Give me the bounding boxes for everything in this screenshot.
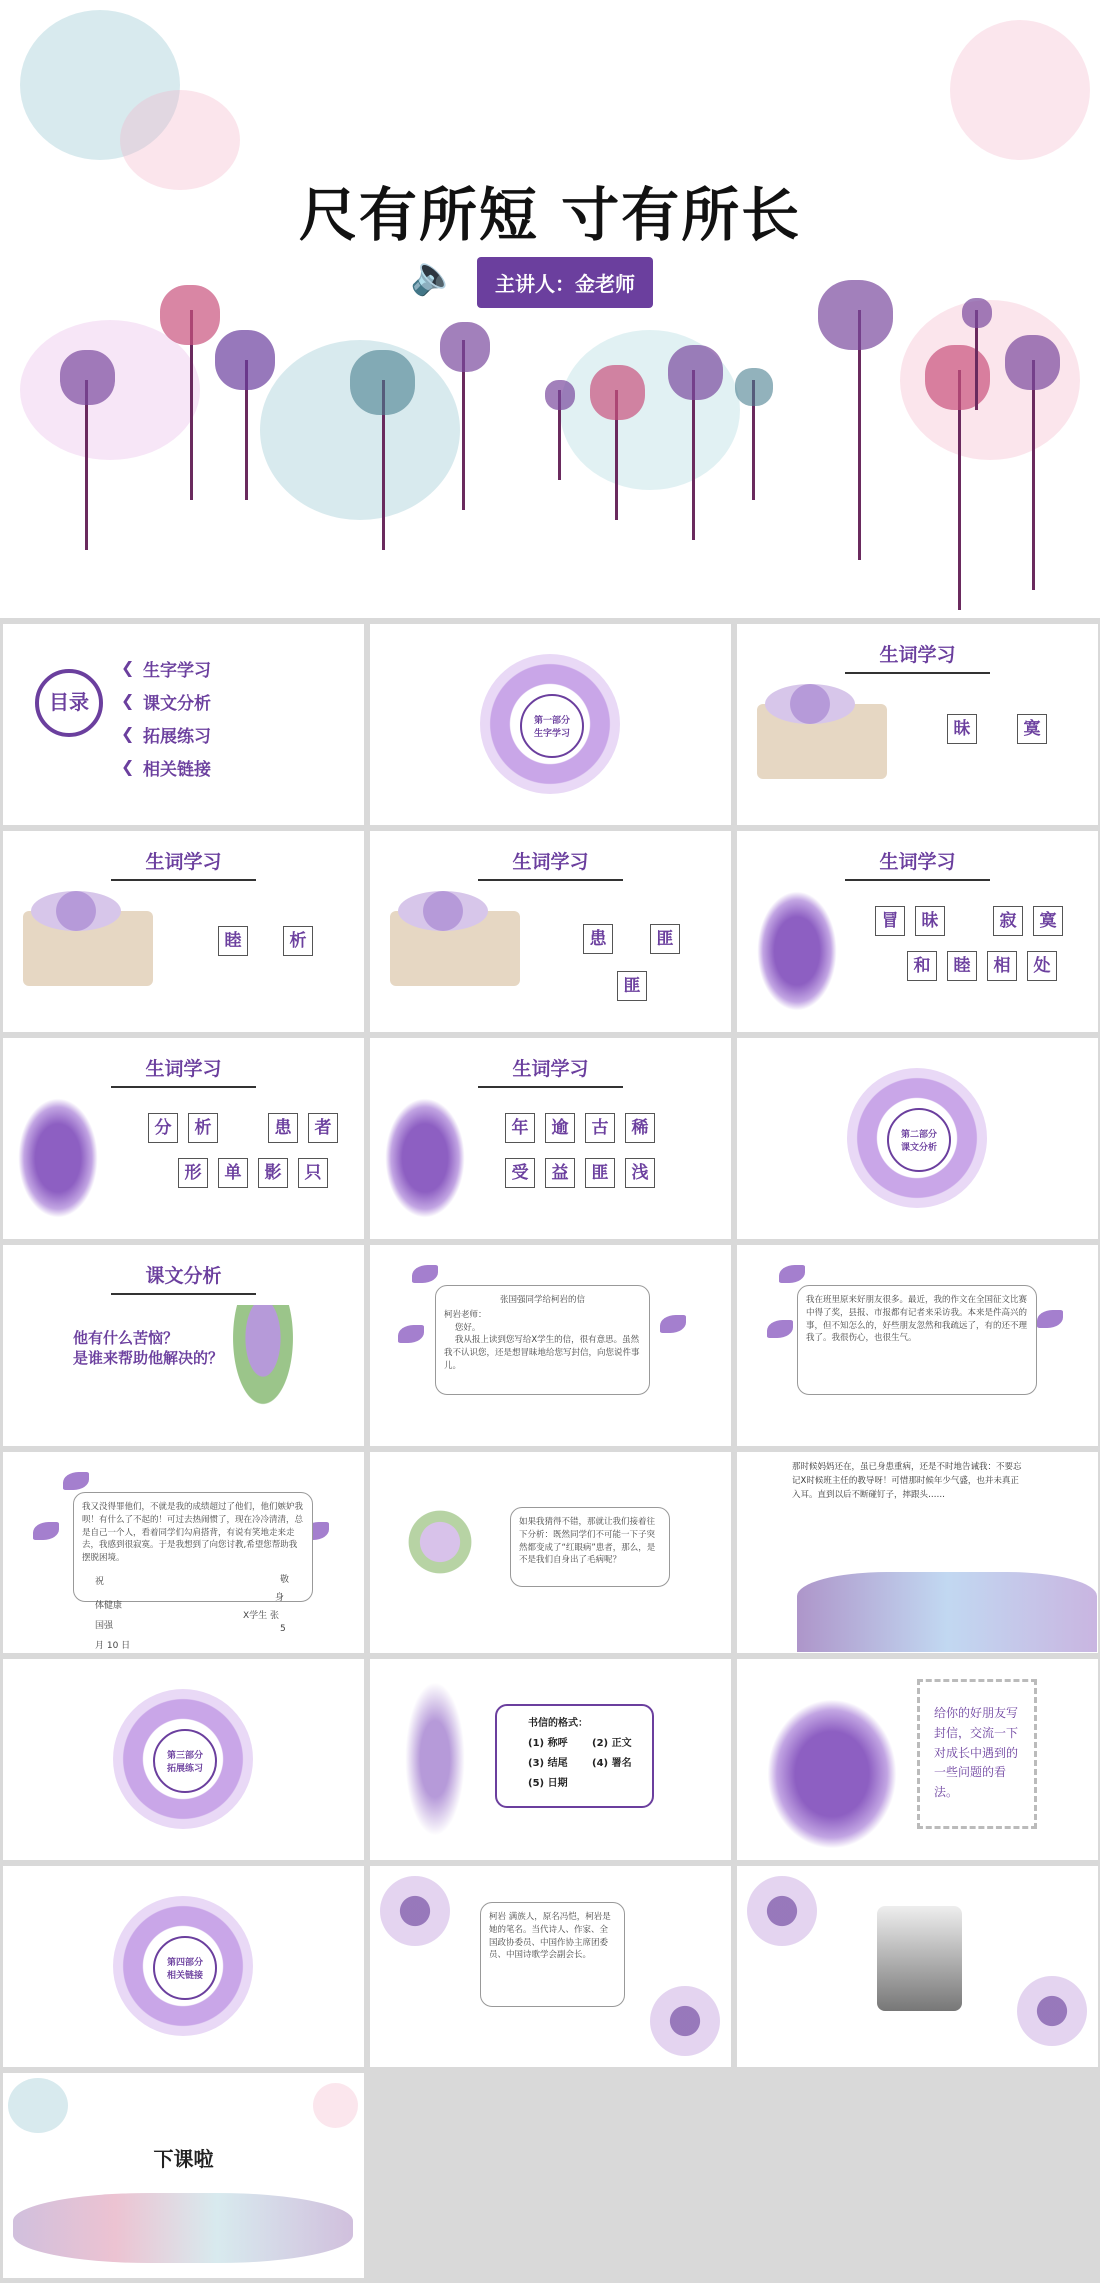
slide-letter-3[interactable] — [3, 1452, 364, 1653]
vocab-char: 影 — [258, 1158, 288, 1188]
format-item: (5) 日期 — [528, 1778, 568, 1789]
slide-vocab-8[interactable] — [370, 1038, 731, 1239]
slide-heading: 生词学习 — [145, 851, 222, 873]
slide-heading: 课文分析 — [145, 1265, 222, 1287]
letter-body: 我又没得罪他们，不就是我的成绩超过了他们，他们嫉妒我呗！有什么了不起的！可过去热闹惯了，现在冷冷清清，总是自己一个人，看着同学们勾肩搭背，有说有笑地走来走去，我感到很寂寞。于是我想到了向您讨教,希望您帮助我摆脱困境。 — [82, 1502, 304, 1563]
flower-stem — [1032, 360, 1035, 590]
flower-head — [1005, 335, 1060, 390]
ballerina-image — [757, 891, 837, 1011]
letter-sign: 体健康 — [95, 1601, 123, 1611]
vocab-char: 古 — [585, 1113, 615, 1143]
slide-analysis-2[interactable] — [370, 1452, 731, 1653]
letter-title: 张国强同学给柯岩的信 — [499, 1295, 585, 1305]
stamp-card: 给你的好朋友写封信，交流一下对成长中遇到的一些问题的看法。 — [917, 1679, 1037, 1829]
petal-decor — [767, 1320, 793, 1338]
vocab-char: 年 — [505, 1113, 535, 1143]
watercolor-blob — [313, 2083, 358, 2128]
butterfly-wreath — [113, 1896, 253, 2036]
vocab-char: 只 — [298, 1158, 328, 1188]
flower-head — [440, 322, 490, 372]
vocab-char: 冒 — [875, 906, 905, 936]
slide-analysis[interactable] — [3, 1245, 364, 1446]
flower-head — [818, 280, 893, 350]
format-item: (2) 正文 — [592, 1738, 632, 1749]
butterfly-wreath — [113, 1689, 253, 1829]
flower-head — [215, 330, 275, 390]
toc-item[interactable]: 生字学习 — [143, 661, 211, 681]
section-label: 第三部分 拓展练习 — [153, 1729, 217, 1793]
heading-divider — [845, 672, 989, 674]
format-item: (3) 结尾 — [528, 1758, 568, 1769]
vocab-char: 睦 — [947, 951, 977, 981]
ballerina-image — [18, 1098, 98, 1218]
format-item: (1) 称呼 — [528, 1738, 568, 1749]
pin-icon: ❮ — [121, 757, 135, 776]
letter-sign: X学生 张 — [243, 1611, 280, 1621]
letter-sign: 月 10 日 — [95, 1641, 131, 1651]
slide-part2[interactable] — [737, 1038, 1098, 1239]
peony-image — [380, 1876, 450, 1946]
flower-row-image — [13, 2193, 353, 2263]
flower-head — [668, 345, 723, 400]
slide-vocab-6[interactable] — [737, 831, 1098, 1032]
question-1: 他有什么苦恼？ — [73, 1329, 179, 1347]
letter-sign: 5 — [280, 1624, 286, 1634]
vocab-char: 匪 — [617, 971, 647, 1001]
vocab-char: 寞 — [1017, 714, 1047, 744]
letter-sign: 国强 — [95, 1621, 114, 1631]
flower-stem — [85, 380, 88, 550]
slide-heading: 生词学习 — [879, 644, 956, 666]
slide-heading: 生词学习 — [145, 1058, 222, 1080]
section-label: 第四部分 相关链接 — [153, 1936, 217, 2000]
toc-item[interactable]: 相关链接 — [143, 760, 211, 780]
vocab-char: 处 — [1027, 951, 1057, 981]
slide-heading: 生词学习 — [512, 851, 589, 873]
flower-head — [350, 350, 415, 415]
lavender-image — [398, 891, 488, 931]
slide-letter-2[interactable] — [737, 1245, 1098, 1446]
letter-card — [73, 1492, 313, 1602]
peony-image — [1017, 1976, 1087, 2046]
letter-card: 我在班里原来好朋友很多。最近，我的作文在全国征文比赛中得了奖，县报、市报都有记者来采访我。本来是件高兴的事，但不知怎么的，好些朋友忽然和我疏远了，有的还不理我了。我很伤心，也很生气。 — [797, 1285, 1037, 1395]
heading-divider — [111, 1293, 255, 1295]
vocab-char: 匪 — [585, 1158, 615, 1188]
presenter-badge: 主讲人：金老师 — [477, 257, 653, 308]
speaker-icon[interactable]: 🔈 — [410, 253, 458, 297]
flower-head — [735, 368, 773, 406]
vocab-char: 寂 — [993, 906, 1023, 936]
slide-title: 尺有所短 寸有所长 — [298, 181, 802, 249]
petal-decor — [398, 1325, 424, 1343]
flower-head — [60, 350, 115, 405]
slide-assignment[interactable] — [737, 1659, 1098, 1860]
vocab-char: 匪 — [650, 924, 680, 954]
lavender-branch-image — [400, 1669, 470, 1849]
format-title: 书信的格式： — [528, 1718, 588, 1729]
vocab-char: 昧 — [915, 906, 945, 936]
ballerina-image — [385, 1098, 465, 1218]
vocab-char: 单 — [218, 1158, 248, 1188]
pin-icon: ❮ — [121, 691, 135, 710]
lavender-image — [228, 1305, 298, 1415]
slide-vocab-3[interactable] — [737, 624, 1098, 825]
slide-toc[interactable] — [3, 624, 364, 825]
toc-item[interactable]: 课文分析 — [143, 694, 211, 714]
slide-memory[interactable] — [737, 1452, 1098, 1653]
butterfly-wreath — [480, 654, 620, 794]
toc-item[interactable]: 拓展练习 — [143, 727, 211, 747]
slide-part3[interactable] — [3, 1659, 364, 1860]
lavender-image — [31, 891, 121, 931]
slide-portrait[interactable] — [737, 1866, 1098, 2067]
vocab-char: 分 — [148, 1113, 178, 1143]
heading-divider — [478, 879, 622, 881]
slide-bio[interactable] — [370, 1866, 731, 2067]
butterfly-wreath — [847, 1068, 987, 1208]
pin-icon: ❮ — [121, 658, 135, 677]
heading-divider — [845, 879, 989, 881]
slide-heading: 生词学习 — [512, 1058, 589, 1080]
vocab-char: 患 — [583, 924, 613, 954]
slide-vocab-4[interactable] — [3, 831, 364, 1032]
petal-decor — [412, 1265, 438, 1283]
vocab-char: 相 — [987, 951, 1017, 981]
flower-head — [590, 365, 645, 420]
format-item: (4) 署名 — [592, 1758, 632, 1769]
end-title: 下课啦 — [153, 2147, 214, 2171]
flower-head — [925, 345, 990, 410]
section-label: 第二部分 课文分析 — [887, 1108, 951, 1172]
lavender-image — [765, 684, 855, 724]
slide-vocab-5[interactable] — [370, 831, 731, 1032]
text-card: 如果我猜得不错，那就让我们接着往下分析：既然同学们不可能一下子突然都变成了“红眼病”患者，那么，是不是我们自身出了毛病呢？ — [510, 1507, 670, 1587]
letter-card — [435, 1285, 650, 1395]
vocab-char: 受 — [505, 1158, 535, 1188]
vocab-char: 患 — [268, 1113, 298, 1143]
vocab-char: 析 — [188, 1113, 218, 1143]
vocab-char: 形 — [178, 1158, 208, 1188]
flower-head — [962, 298, 992, 328]
flower-head — [545, 380, 575, 410]
letter-sign: 祝 — [95, 1577, 105, 1587]
vocab-char: 逾 — [545, 1113, 575, 1143]
slide-part1[interactable] — [370, 624, 731, 825]
letter-sign: 敬 — [280, 1575, 290, 1585]
vocab-char: 睦 — [218, 926, 248, 956]
slide-part4[interactable] — [3, 1866, 364, 2067]
bio-card: 柯岩 满族人，原名冯恺，柯岩是她的笔名。当代诗人、作家、全国政协委员、中国作协主席团委员、中国诗歌学会副会长。 — [480, 1902, 625, 2007]
heading-divider — [111, 1086, 255, 1088]
violet-flowers-image — [797, 1572, 1097, 1652]
flower-head — [160, 285, 220, 345]
author-photo — [877, 1906, 962, 2011]
vocab-char: 寞 — [1033, 906, 1063, 936]
petal-decor — [779, 1265, 805, 1283]
petal-decor — [660, 1315, 686, 1333]
heading-divider — [111, 879, 255, 881]
slide-vocab-7[interactable] — [3, 1038, 364, 1239]
vocab-char: 浅 — [625, 1158, 655, 1188]
question-2: 是谁来帮助他解决的？ — [73, 1349, 224, 1367]
slide-cover[interactable] — [0, 0, 1100, 618]
peony-image — [650, 1986, 720, 2056]
slide-heading: 生词学习 — [879, 851, 956, 873]
watercolor-blob — [950, 20, 1090, 160]
vocab-char: 析 — [283, 926, 313, 956]
petal-decor — [63, 1472, 89, 1490]
ballerina-image — [767, 1699, 897, 1849]
vocab-char: 益 — [545, 1158, 575, 1188]
letter-sign: 身 — [275, 1593, 285, 1603]
letter-body: 柯岩老师： 您好。 我从报上读到您写给X学生的信，很有意思。虽然我不认识您，还是想冒昧地给您写封信，向您说件事儿。 — [444, 1309, 640, 1371]
vocab-char: 和 — [907, 951, 937, 981]
vocab-char: 昧 — [947, 714, 977, 744]
petal-decor — [33, 1522, 59, 1540]
watercolor-blob — [8, 2078, 68, 2133]
pin-icon: ❮ — [121, 724, 135, 743]
vocab-char: 稀 — [625, 1113, 655, 1143]
peony-image — [747, 1876, 817, 1946]
section-label: 第一部分 生字学习 — [520, 694, 584, 758]
slide-letter-1[interactable] — [370, 1245, 731, 1446]
blossom-image — [400, 1502, 480, 1582]
toc-badge: 目录 — [35, 669, 103, 737]
slide-letter-format[interactable] — [370, 1659, 731, 1860]
petal-decor — [1037, 1310, 1063, 1328]
slide-end[interactable] — [3, 2073, 364, 2278]
memory-text: 那时候妈妈还在，虽已身患重病，还是不时地告诫我：不要忘记X时候班主任的教导呀！可惜那时候年少气盛，也并未真正入耳。直到以后不断碰钉子，摔跟头…… — [792, 1462, 1022, 1501]
vocab-char: 者 — [308, 1113, 338, 1143]
heading-divider — [478, 1086, 622, 1088]
